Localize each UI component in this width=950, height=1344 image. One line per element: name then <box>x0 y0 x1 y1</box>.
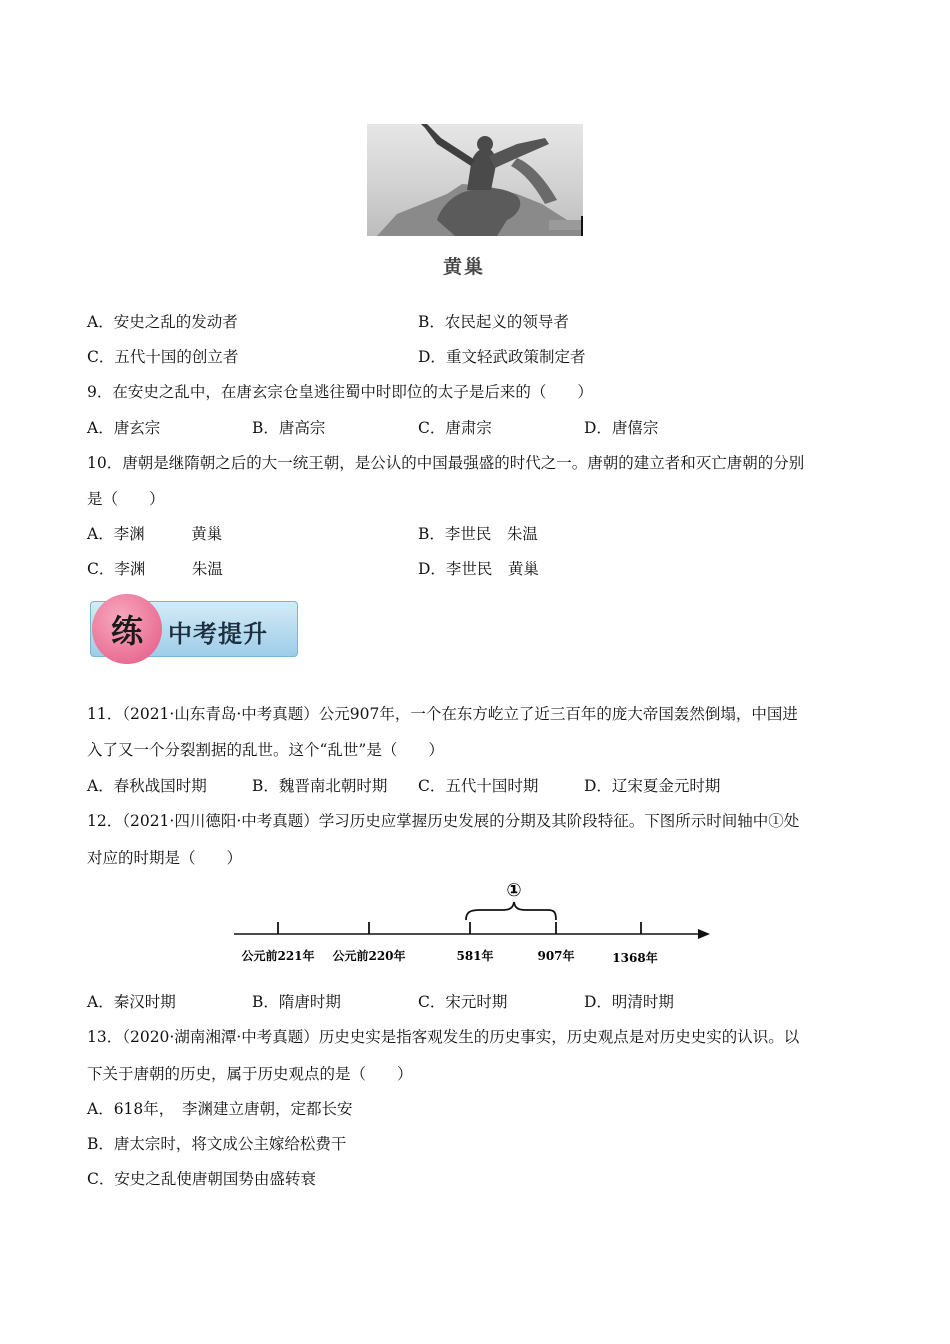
timeline-label-4: 907年 <box>537 949 575 963</box>
q10-stem-line2: 是（ ） <box>87 490 165 508</box>
q9-option-a: A．唐玄宗 <box>87 419 161 437</box>
timeline-label-1: 公元前221年 <box>241 949 315 963</box>
q12-option-a: A．秦汉时期 <box>87 993 176 1011</box>
q8-option-c: C．五代十国的创立者 <box>87 348 239 366</box>
timeline-label-3: 581年 <box>456 949 494 963</box>
q13-option-b: B．唐太宗时，将文成公主嫁给松费干 <box>87 1135 347 1153</box>
section-badge: 练 <box>92 594 162 664</box>
section-title: 中考提升 <box>168 619 268 648</box>
q8-option-d: D．重文轻武政策制定者 <box>418 348 586 366</box>
q9-option-c: C．唐肃宗 <box>418 419 492 437</box>
q9-option-d: D．唐僖宗 <box>584 419 659 437</box>
q12-option-c: C．宋元时期 <box>418 993 508 1011</box>
timeline-marker: ① <box>506 880 522 901</box>
q9-stem: 9．在安史之乱中，在唐玄宗仓皇逃往蜀中时即位的太子是后来的（ ） <box>87 383 593 401</box>
huang-chao-statue-image <box>367 124 583 236</box>
timeline-arrow <box>698 929 710 939</box>
timeline-brace <box>466 902 556 920</box>
q9-option-b: B．唐高宗 <box>252 419 326 437</box>
q11-option-a: A．春秋战国时期 <box>87 777 207 795</box>
timeline-figure <box>230 878 720 977</box>
q10-option-b: B．李世民 朱温 <box>418 525 538 543</box>
q11-option-d: D．辽宋夏金元时期 <box>584 777 721 795</box>
q13-stem-line1: 13．（2020·湖南湘潭·中考真题）历史史实是指客观发生的历史事实，历史观点是对历史史实的认识。以 <box>87 1028 800 1046</box>
q12-stem-line2: 对应的时期是（ ） <box>87 849 243 867</box>
q10-stem-line1: 10．唐朝是继隋朝之后的大一统王朝，是公认的中国最强盛的时代之一。唐朝的建立者和灭亡唐朝的分别 <box>87 454 805 472</box>
q13-option-a: A．618年， 李渊建立唐朝，定都长安 <box>87 1100 353 1118</box>
q11-stem-line1: 11．（2021·山东青岛·中考真题）公元907年，一个在东方屹立了近三百年的庞大帝国轰然倒塌，中国进 <box>87 705 798 723</box>
q11-option-c: C．五代十国时期 <box>418 777 539 795</box>
q8-option-a: A．安史之乱的发动者 <box>87 313 238 331</box>
q12-option-d: D．明清时期 <box>584 993 674 1011</box>
q12-stem-line1: 12．（2021·四川德阳·中考真题）学习历史应掌握历史发展的分期及其阶段特征。下图所示时间轴中①处 <box>87 812 800 830</box>
q11-option-b: B．魏晋南北朝时期 <box>252 777 388 795</box>
timeline-label-2: 公元前220年 <box>332 949 406 963</box>
q13-option-c: C．安史之乱使唐朝国势由盛转衰 <box>87 1170 316 1188</box>
q8-option-b: B．农民起义的领导者 <box>418 313 569 331</box>
timeline-label-5: 1368年 <box>612 951 658 965</box>
figure-caption: 黄巢 <box>443 256 486 278</box>
q13-stem-line2: 下关于唐朝的历史，属于历史观点的是（ ） <box>87 1065 413 1083</box>
q12-option-b: B．隋唐时期 <box>252 993 341 1011</box>
q11-stem-line2: 入了又一个分裂割据的乱世。这个“乱世”是（ ） <box>87 741 444 759</box>
q10-option-d: D．李世民 黄巢 <box>418 560 539 578</box>
q10-option-c: C．李渊 朱温 <box>87 560 223 578</box>
q10-option-a: A．李渊 黄巢 <box>87 525 223 543</box>
